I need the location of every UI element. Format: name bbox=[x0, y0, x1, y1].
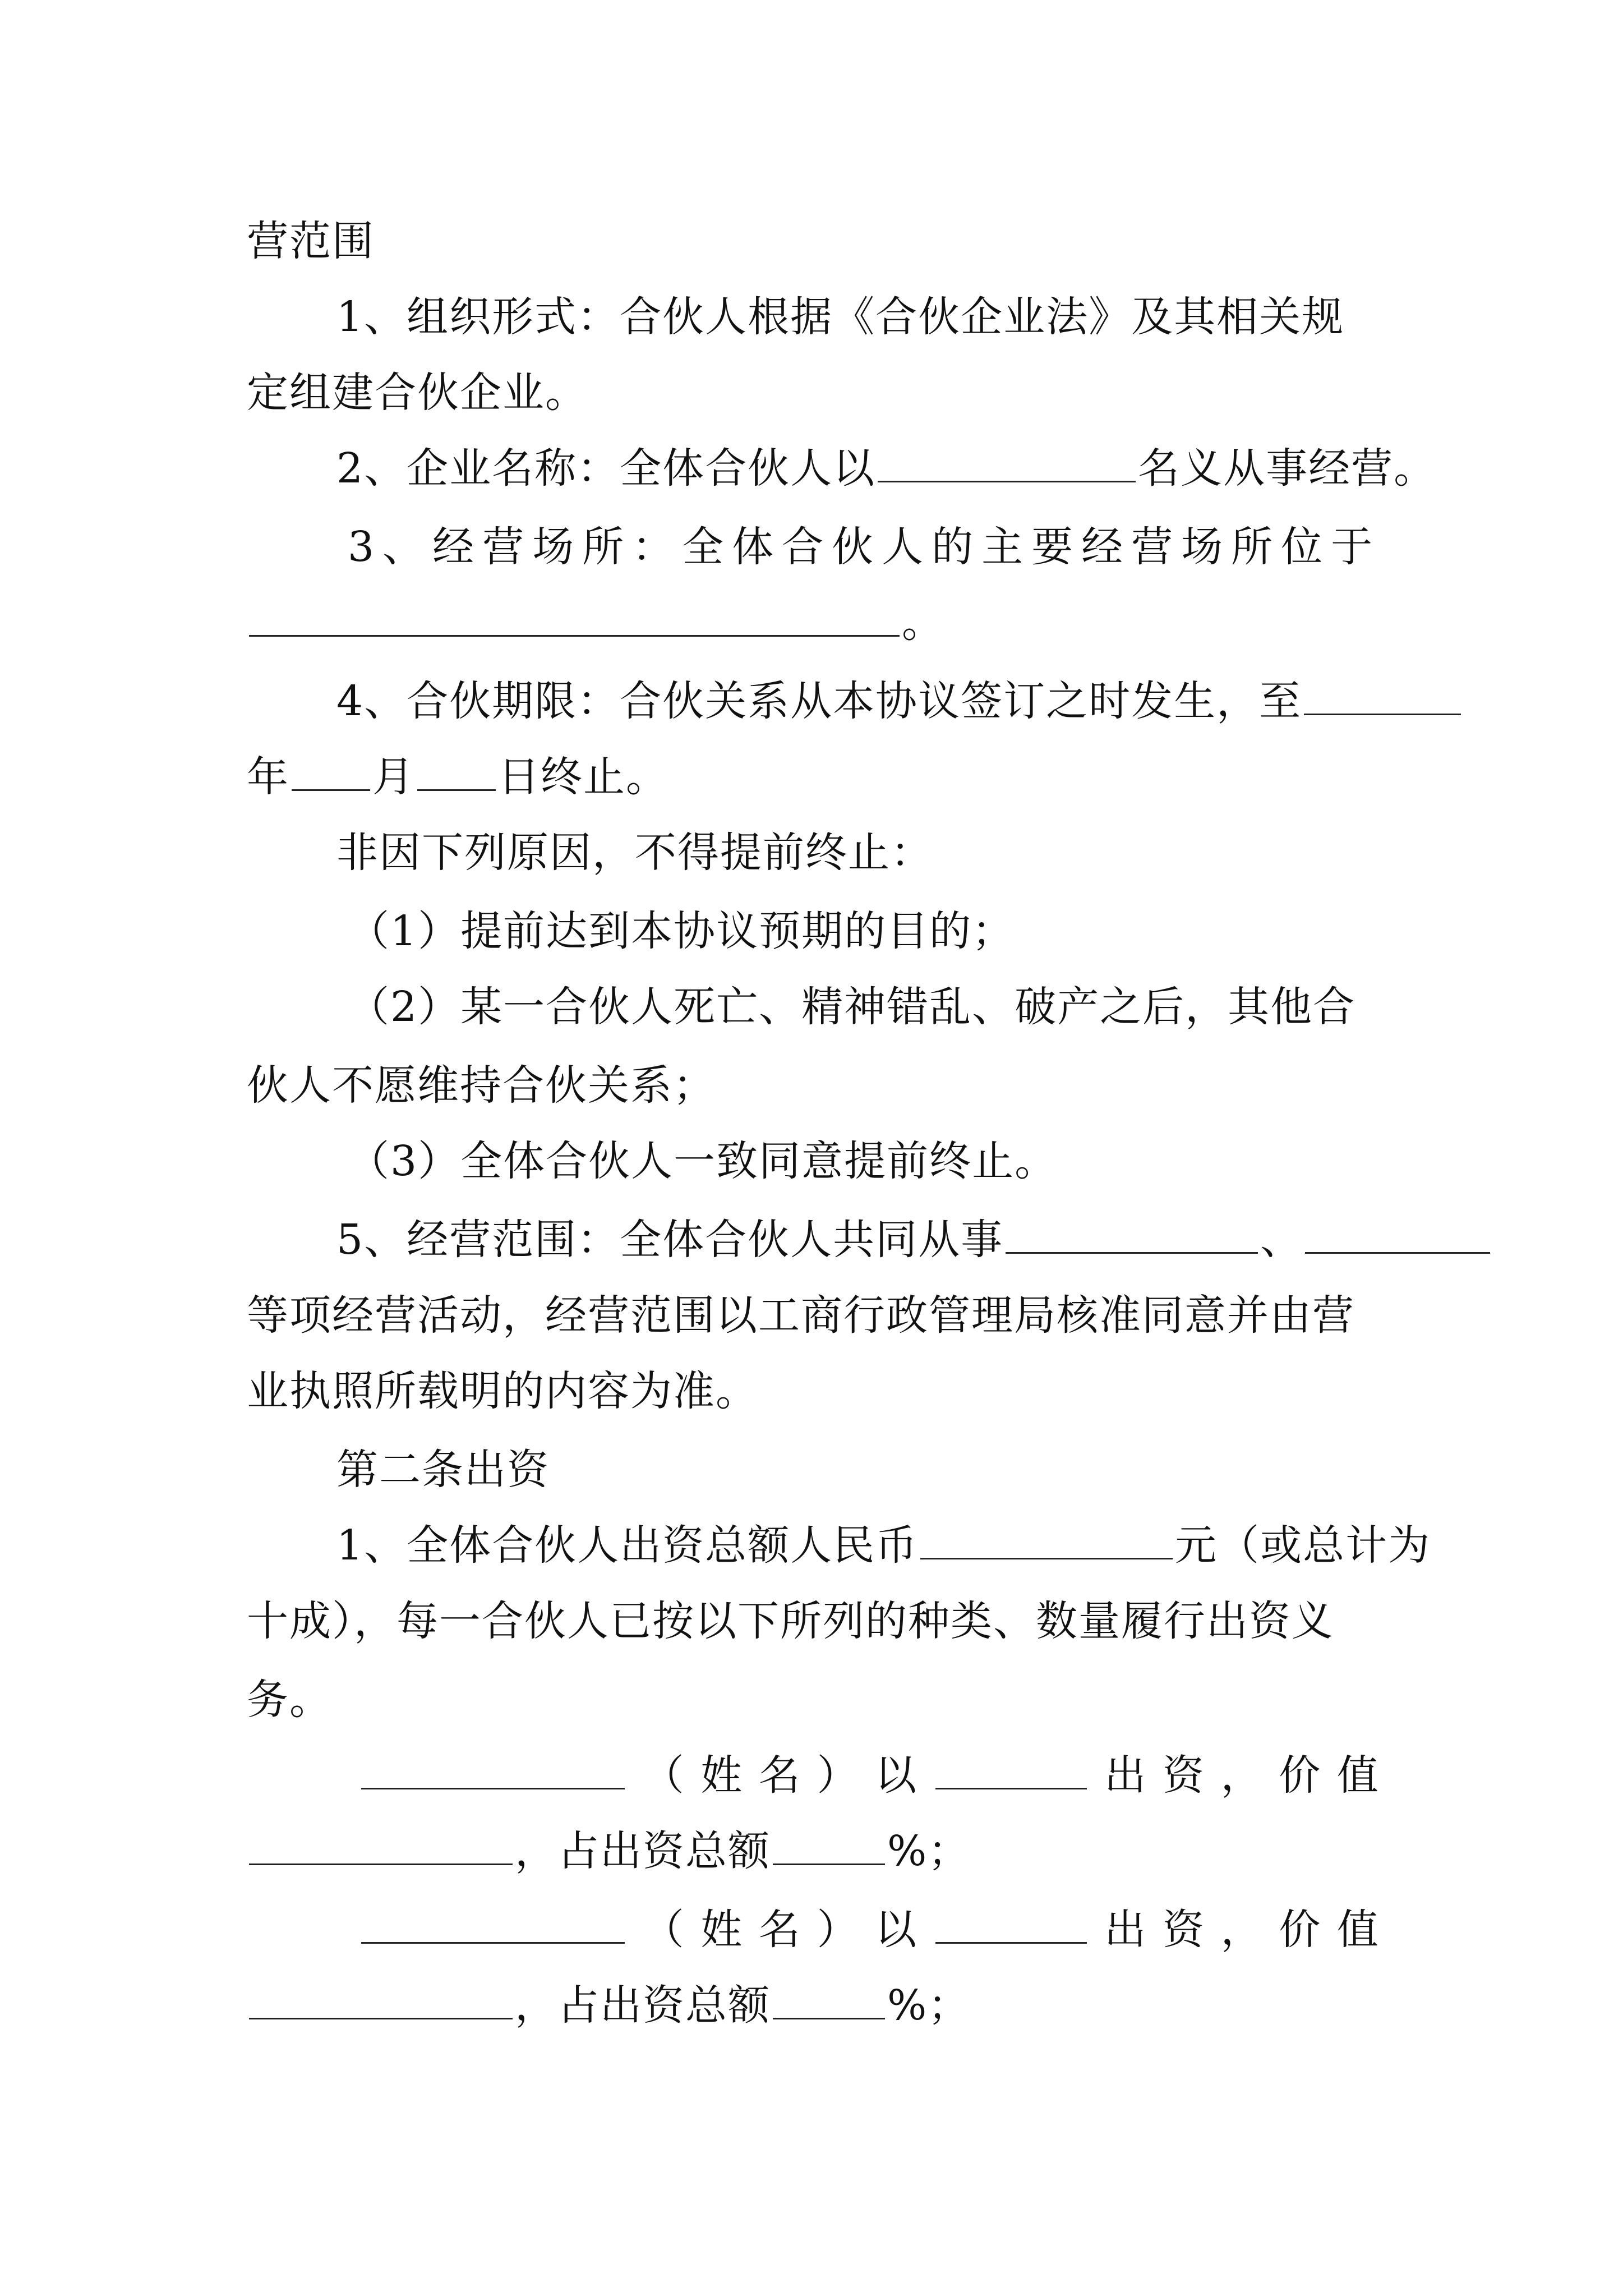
text-line: 非因下列原因，不得提前终止： bbox=[336, 829, 933, 877]
text-fragment: 名 bbox=[758, 1906, 801, 1954]
text-fragment: 名 bbox=[758, 1751, 801, 1800]
text-fragment: 姓 bbox=[700, 1906, 744, 1954]
text-fragment: 以 bbox=[875, 1906, 918, 1954]
text-fragment: 姓 bbox=[700, 1751, 744, 1800]
text-fragment: 价 bbox=[1279, 1751, 1322, 1800]
text-fragment: 值 bbox=[1336, 1751, 1380, 1800]
text-fragment: 值 bbox=[1336, 1906, 1380, 1954]
fill-in-blank[interactable] bbox=[1006, 1200, 1258, 1254]
value-blank[interactable] bbox=[249, 1812, 513, 1865]
text-fragment: 名义从事经营。 bbox=[1138, 444, 1437, 493]
text-line: （3）全体合伙人一致同意提前终止。 bbox=[348, 1137, 1058, 1185]
text-fragment: 5、经营范围：全体合伙人共同从事 bbox=[336, 1216, 1004, 1264]
fill-in-blank[interactable] bbox=[249, 583, 900, 637]
text-fragment: 出 bbox=[1104, 1751, 1147, 1800]
text-fragment: （ bbox=[642, 1906, 685, 1954]
text-line bbox=[247, 1966, 1380, 2045]
text-line: 务。 bbox=[247, 1676, 332, 1724]
text-fragment: ，占出资总额 bbox=[515, 1981, 771, 2030]
contribution-type-blank[interactable] bbox=[935, 1890, 1087, 1944]
text-line bbox=[336, 662, 1380, 740]
text-line: 3、经营场所：全体合伙人的主要经营场所位于 bbox=[348, 523, 1381, 571]
text-line: （2）某一合伙人死亡、精神错乱、破产之后，其他合 bbox=[348, 983, 1356, 1031]
name-blank[interactable] bbox=[361, 1736, 625, 1789]
text-line bbox=[247, 1812, 1380, 1890]
text-fragment: 资 bbox=[1163, 1751, 1205, 1800]
text-line bbox=[336, 1506, 1431, 1585]
text-line: 定组建合伙企业。 bbox=[247, 369, 588, 417]
text-fragment: 出 bbox=[1104, 1906, 1147, 1954]
percent-blank[interactable] bbox=[773, 1812, 885, 1865]
fill-in-blank[interactable] bbox=[1305, 1200, 1490, 1254]
text-line: 1、组织形式：合伙人根据《合伙企业法》及其相关规 bbox=[336, 293, 1345, 341]
value-blank[interactable] bbox=[249, 1966, 513, 2019]
text-line: （1）提前达到本协议预期的目的； bbox=[348, 907, 1015, 955]
text-fragment: 1、全体合伙人出资总额人民币 bbox=[336, 1521, 919, 1570]
text-line bbox=[336, 1200, 1380, 1279]
text-fragment: %； bbox=[887, 1981, 971, 2030]
text-fragment: ） bbox=[817, 1906, 860, 1954]
text-line bbox=[336, 429, 1437, 508]
text-fragment: 元（或总计为 bbox=[1175, 1521, 1431, 1570]
text-fragment: 价 bbox=[1279, 1906, 1322, 1954]
text-fragment: 日终止。 bbox=[498, 753, 668, 801]
text-line bbox=[247, 583, 1380, 662]
percent-blank[interactable] bbox=[773, 1966, 885, 2019]
text-line: 营范围 bbox=[247, 217, 375, 265]
text-fragment: 以 bbox=[875, 1751, 918, 1800]
name-blank[interactable] bbox=[361, 1890, 625, 1944]
text-line bbox=[247, 738, 1380, 816]
fill-in-blank[interactable] bbox=[1304, 662, 1461, 715]
text-fragment: ， bbox=[1220, 1751, 1264, 1800]
text-fragment: 资 bbox=[1163, 1906, 1205, 1954]
text-fragment: 4、合伙期限：合伙关系从本协议签订之时发生，至 bbox=[336, 677, 1302, 725]
text-line: 十成），每一合伙人已按以下所列的种类、数量履行出资义 bbox=[247, 1597, 1334, 1645]
text-fragment: 、 bbox=[1260, 1216, 1303, 1264]
contribution-line bbox=[359, 1736, 1380, 1815]
fill-in-blank[interactable] bbox=[292, 738, 370, 791]
text-fragment: 年 bbox=[247, 753, 289, 801]
text-line: 第二条出资 bbox=[336, 1446, 550, 1494]
text-fragment: 。 bbox=[902, 599, 944, 647]
text-line: 业执照所载明的内容为准。 bbox=[247, 1367, 758, 1415]
text-line: 等项经营活动，经营范围以工商行政管理局核准同意并由营 bbox=[247, 1291, 1355, 1340]
text-fragment: 月 bbox=[372, 753, 415, 801]
fill-in-blank[interactable] bbox=[920, 1506, 1173, 1559]
fill-in-blank[interactable] bbox=[878, 429, 1136, 482]
contribution-type-blank[interactable] bbox=[935, 1736, 1087, 1789]
text-line: 伙人不愿维持合伙关系； bbox=[247, 1061, 716, 1110]
text-fragment: 2、企业名称：全体合伙人以 bbox=[336, 444, 876, 493]
fill-in-blank[interactable] bbox=[417, 738, 496, 791]
text-fragment: ） bbox=[817, 1751, 860, 1800]
text-fragment: （ bbox=[642, 1751, 685, 1800]
text-fragment: ，占出资总额 bbox=[515, 1827, 771, 1875]
text-fragment: ， bbox=[1220, 1906, 1264, 1954]
text-fragment: %； bbox=[887, 1827, 971, 1875]
contribution-line bbox=[359, 1890, 1380, 1969]
